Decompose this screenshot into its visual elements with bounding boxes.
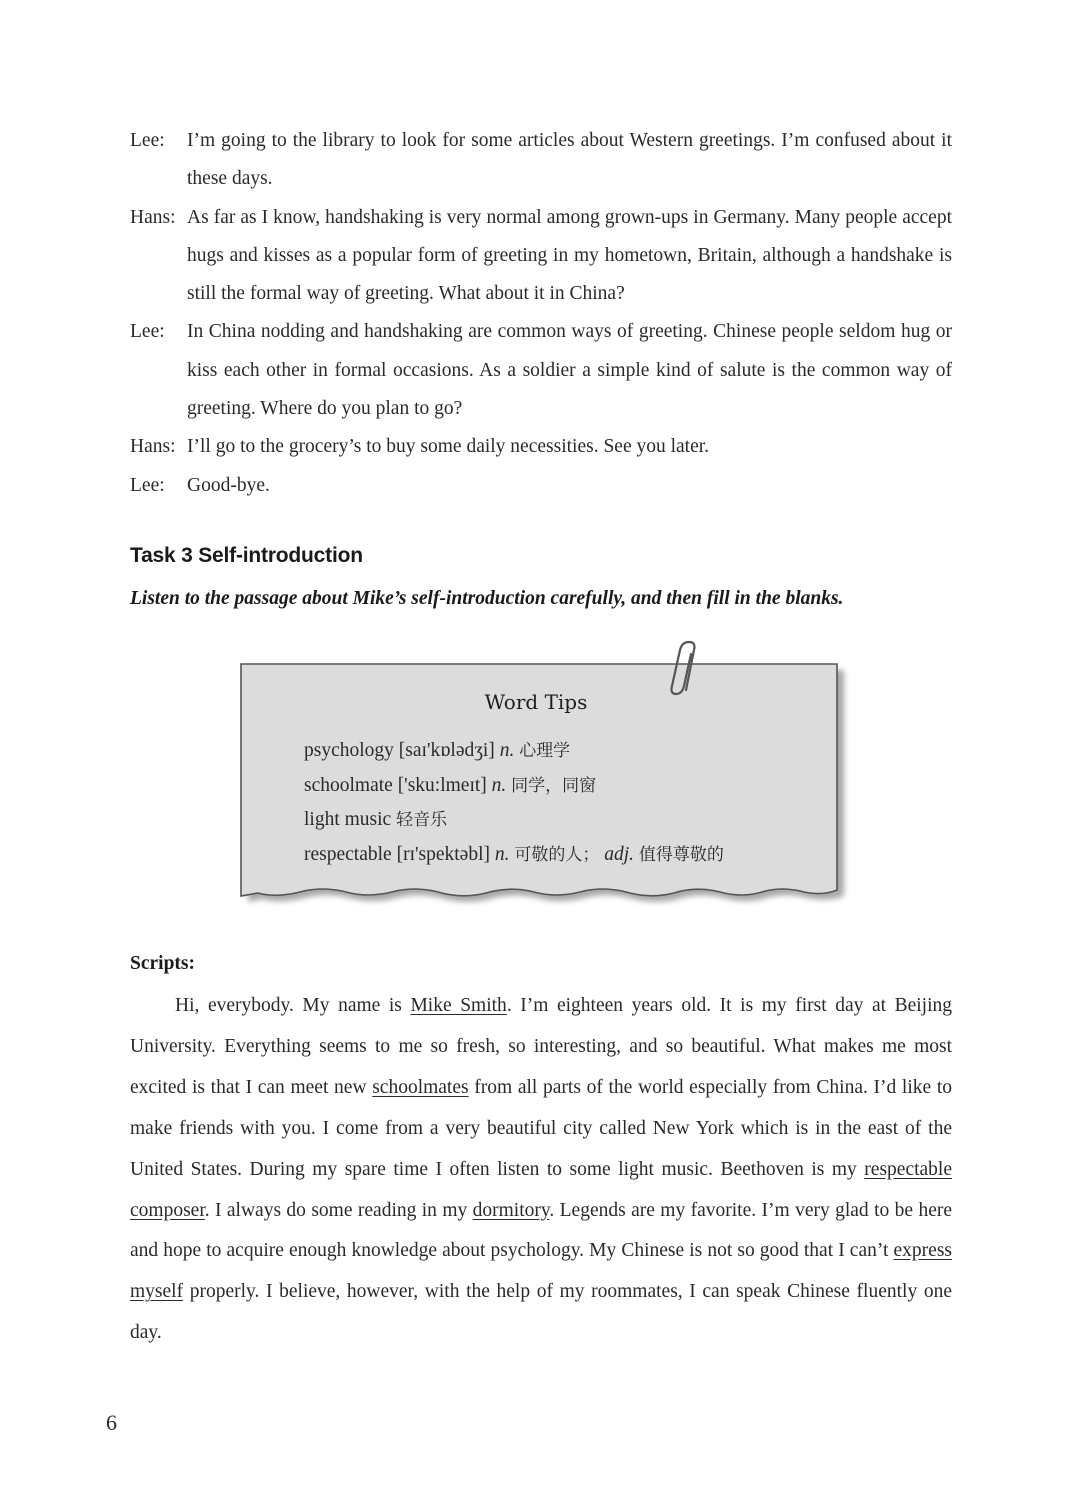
- blank-answer: dormitory: [472, 1199, 550, 1221]
- task-instruction: Listen to the passage about Mike’s self-introduction carefully, and then fill in the blanks.: [130, 588, 844, 609]
- script-text: . Legends are my favorite. I’m very glad to be here and hope to acquire enough knowledge about psychology. My Chinese is not so good that I can’t: [130, 1199, 952, 1262]
- speech: I’ll go to the grocery’s to buy some daily necessities. See you later.: [187, 436, 710, 458]
- blank-answer: respectable composer: [130, 1158, 952, 1221]
- tip-meaning: 轻音乐: [396, 810, 448, 830]
- speech: I’m going to the library to look for some articles about Western greetings. I’m confused about it these days.: [187, 130, 952, 190]
- blank-answer: Mike Smith: [410, 995, 507, 1016]
- word-tips-title: Word Tips: [484, 690, 588, 714]
- tip-word: respectable: [304, 843, 392, 865]
- tip-phonetic: [rɪ'spektəbl]: [396, 843, 490, 865]
- script-text: Hi, everybody. My name is: [175, 995, 411, 1016]
- blank-answer: schoolmates: [372, 1076, 469, 1098]
- speaker: Lee:: [130, 321, 165, 343]
- tip-pos: n.: [491, 774, 507, 796]
- tip-pos: n.: [499, 740, 515, 761]
- scripts-label: Scripts:: [130, 953, 195, 974]
- script-text: . I always do some reading in my: [204, 1199, 473, 1221]
- blank-answer: express myself: [130, 1240, 952, 1303]
- word-tip: [304, 769, 724, 804]
- dialogue-line: [130, 199, 952, 314]
- dialogue-line: [130, 467, 952, 505]
- dialogue-line: [130, 428, 952, 466]
- script-text: properly. I believe, however, with the help of my roommates, I can speak Chinese fluently one day.: [130, 1281, 952, 1344]
- tip-meaning: 同学，同窗: [511, 775, 597, 796]
- scripts-paragraph: [130, 986, 952, 1354]
- speech: Good-bye.: [187, 474, 270, 496]
- tip-phonetic: [saɪ'kɒlədʒi]: [398, 740, 495, 761]
- tip-pos-2: adj.: [604, 843, 635, 865]
- tip-word: light music: [304, 809, 392, 830]
- word-tip: [304, 838, 724, 873]
- speech: As far as I know, handshaking is very normal among grown-ups in Germany. Many people accept hugs and kisses as a popular form of greeting in my hometown, Britain, although a handshake is still the formal way of greeting. What about it in China?: [187, 206, 952, 305]
- speaker: Lee:: [130, 474, 165, 496]
- script-text: from all parts of the world especially from China. I’d like to make friends with you. I come from a very beautiful city called New York which is in the east of the United States. During my spare time I often listen to some light music. Beethoven is my: [130, 1076, 953, 1180]
- word-tips-list: [304, 734, 724, 872]
- word-tip: [304, 734, 724, 769]
- speaker: Hans:: [130, 436, 176, 458]
- speaker: Lee:: [130, 130, 165, 151]
- speech: In China nodding and handshaking are common ways of greeting. Chinese people seldom hug or kiss each other in formal occasions. As a soldier a simple kind of salute is the common way of greeting. Where do you plan to go?: [187, 321, 952, 420]
- script-text: . I’m eighteen years old. It is my first day at Beijing University. Everything seems to me so fresh, so interesting, and so beautiful. What makes me most excited is that I can meet new: [130, 995, 952, 1098]
- dialogue-line: [130, 313, 952, 428]
- word-tips-card: [238, 640, 858, 920]
- tip-word: psychology: [304, 740, 394, 761]
- tip-word: schoolmate: [304, 774, 393, 796]
- task-title: Task 3 Self-introduction: [130, 544, 363, 567]
- tip-meaning: 心理学: [519, 741, 571, 761]
- tip-meaning: 可敬的人；: [514, 844, 600, 865]
- dialogue: [130, 122, 952, 505]
- speaker: Hans:: [130, 206, 176, 228]
- page-number: 6: [106, 1410, 117, 1435]
- word-tip: [304, 803, 724, 838]
- tip-phonetic: ['sku:lmeɪt]: [397, 774, 487, 796]
- dialogue-line: [130, 122, 952, 199]
- tip-meaning-2: 值得尊敬的: [638, 844, 724, 865]
- tip-pos: n.: [494, 843, 510, 865]
